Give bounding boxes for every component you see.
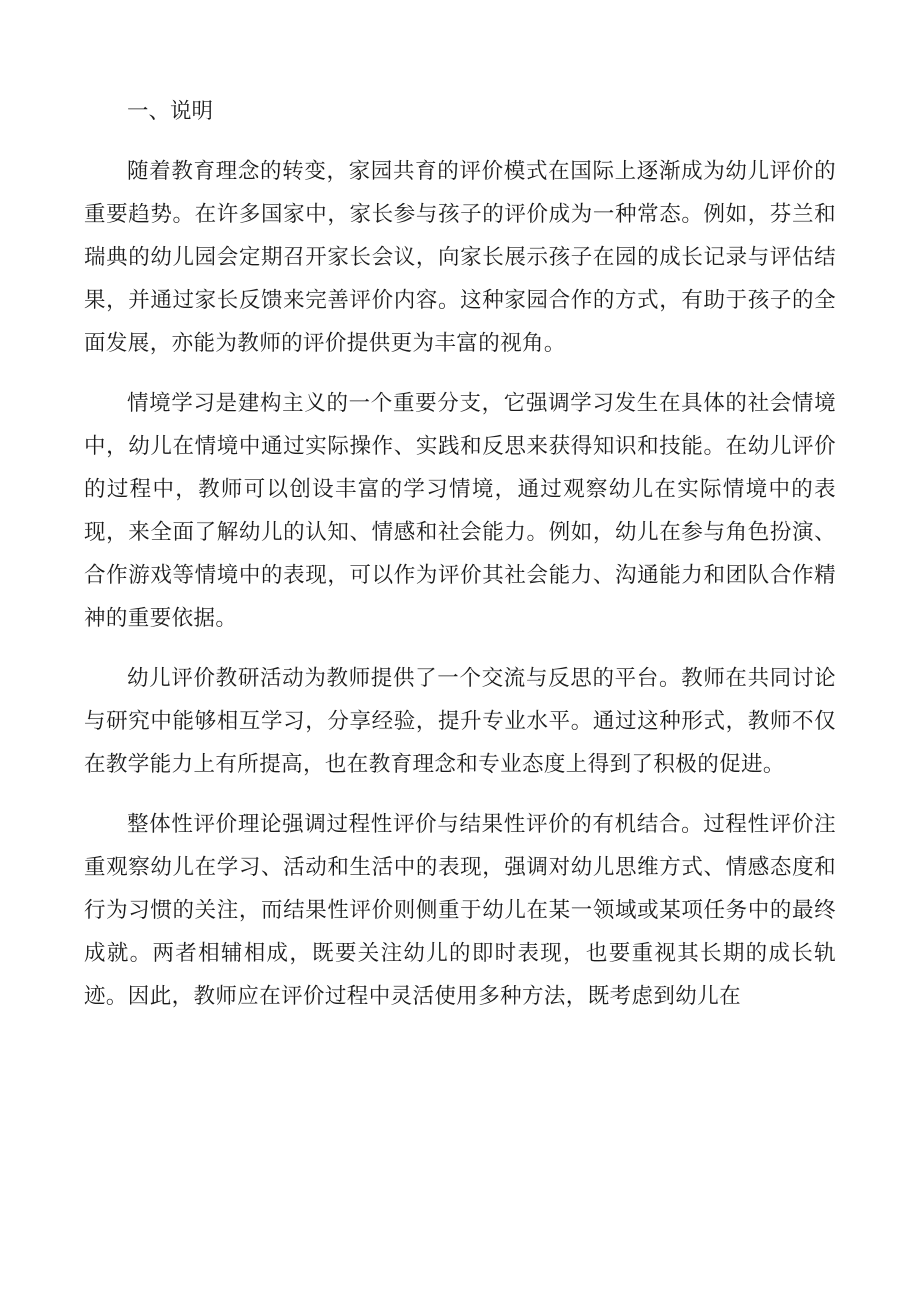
paragraph-home-school-evaluation: 随着教育理念的转变，家园共育的评价模式在国际上逐渐成为幼儿评价的重要趋势。在许多国家中，家长参与孩子的评价成为一种常态。例如，芬兰和瑞典的幼儿园会定期召开家长会议，向家长展示孩子在园的成长记录与评估结果，并通过家长反馈来完善评价内容。这种家园合作的方式，有助于孩子的全面发展，亦能为教师的评价提供更为丰富的视角。 — [84, 159, 836, 356]
section-heading: 一、说明 — [127, 99, 214, 124]
paragraph-situated-learning: 情境学习是建构主义的一个重要分支，它强调学习发生在具体的社会情境中，幼儿在情境中通过实际操作、实践和反思来获得知识和技能。在幼儿评价的过程中，教师可以创设丰富的学习情境，通过观察幼儿在实际情境中的表现，来全面了解幼儿的认知、情感和社会能力。例如，幼儿在参与角色扮演、合作游戏等情境中的表现，可以作为评价其社会能力、沟通能力和团队合作精神的重要依据。 — [84, 391, 836, 631]
paragraph-holistic-evaluation: 整体性评价理论强调过程性评价与结果性评价的有机结合。过程性评价注重观察幼儿在学习、活动和生活中的表现，强调对幼儿思维方式、情感态度和行为习惯的关注，而结果性评价则侧重于幼儿在某一领域或某项任务中的最终成就。两者相辅相成，既要关注幼儿的即时表现，也要重视其长期的成长轨迹。因此，教师应在评价过程中灵活使用多种方法，既考虑到幼儿在 — [84, 812, 836, 1009]
paragraph-teaching-research: 幼儿评价教研活动为教师提供了一个交流与反思的平台。教师在共同讨论与研究中能够相互学习，分享经验，提升专业水平。通过这种形式，教师不仅在教学能力上有所提高，也在教育理念和专业态度上得到了积极的促进。 — [84, 666, 836, 777]
